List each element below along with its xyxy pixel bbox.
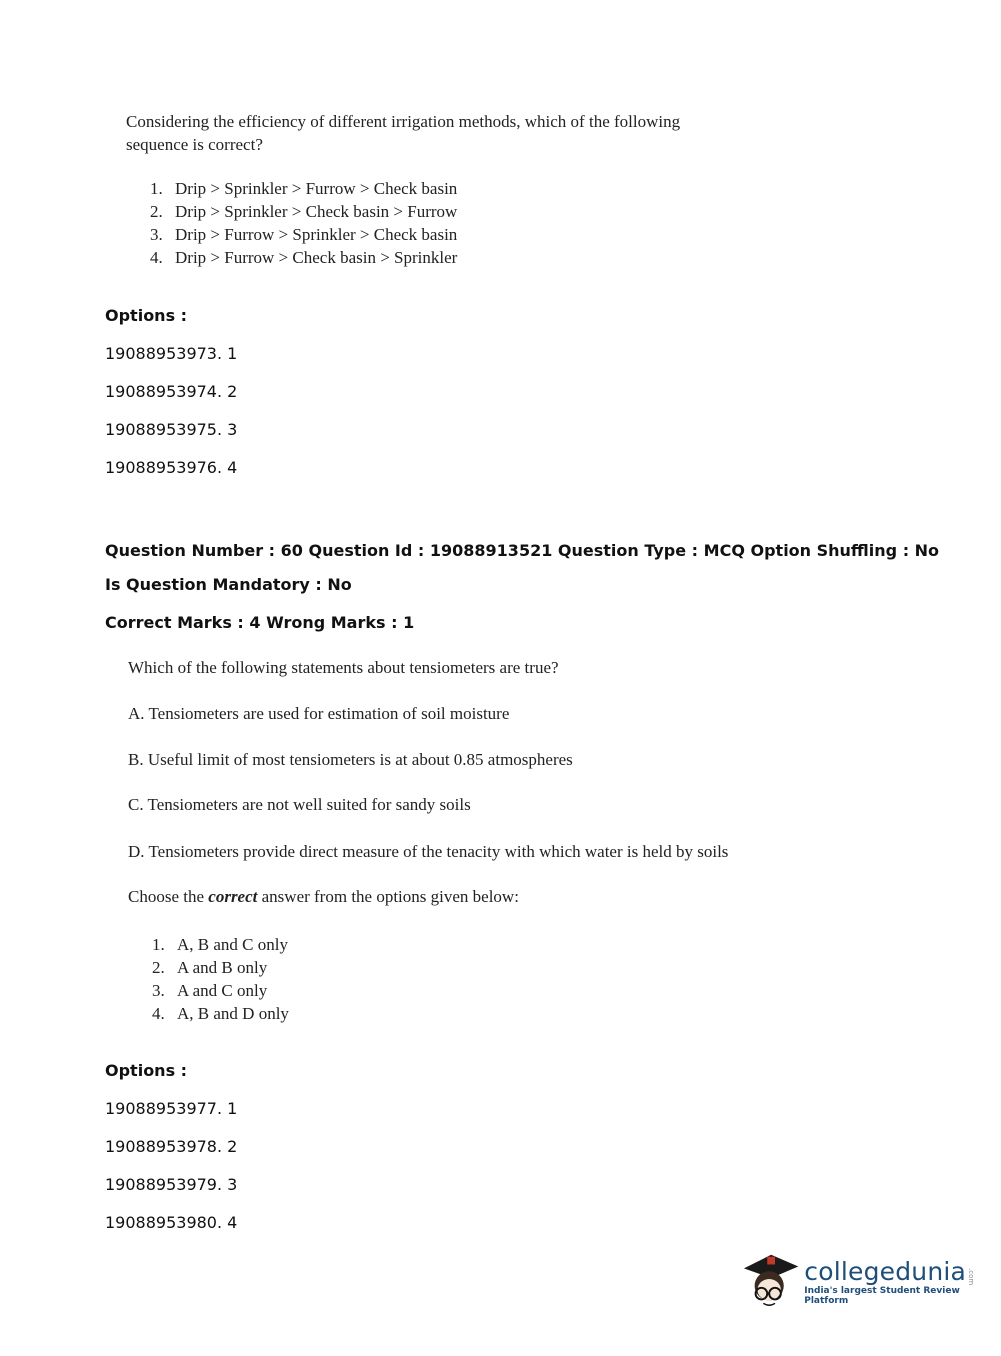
choice-item bbox=[150, 177, 457, 200]
statement-c: C. Tensiometers are not well suited for sandy soils bbox=[128, 795, 471, 814]
option-item: 19088953978. 2 bbox=[105, 1137, 238, 1156]
statement-b: B. Useful limit of most tensiometers is at about 0.85 atmospheres bbox=[128, 750, 573, 769]
choice-text: A, B and D only bbox=[177, 1004, 289, 1023]
choice-item bbox=[152, 979, 289, 1002]
choice-item bbox=[152, 1002, 289, 1025]
statement-d: D. Tensiometers provide direct measure of the tenacity with which water is held by soils bbox=[128, 842, 729, 861]
statement-a: A. Tensiometers are used for estimation of soil moisture bbox=[128, 704, 510, 723]
logo-dotcom: .com bbox=[967, 1268, 976, 1286]
option-item: 19088953979. 3 bbox=[105, 1175, 238, 1194]
choose-emphasis: correct bbox=[208, 887, 258, 906]
choice-item bbox=[150, 246, 457, 269]
question-60-stem: Which of the following statements about tensiometers are true? bbox=[128, 658, 559, 677]
collegedunia-logo bbox=[742, 1250, 1001, 1312]
choice-item bbox=[152, 956, 289, 979]
option-item: 19088953975. 3 bbox=[105, 420, 238, 439]
choice-text: A and B only bbox=[177, 958, 268, 977]
question-mandatory: Is Question Mandatory : No bbox=[105, 575, 352, 594]
logo-wordmark: collegedunia bbox=[804, 1256, 967, 1286]
question-meta-line: Question Number : 60 Question Id : 19088913521 Question Type : MCQ Option Shuffling : No bbox=[105, 541, 940, 560]
option-item: 19088953980. 4 bbox=[105, 1213, 238, 1232]
option-item: 19088953977. 1 bbox=[105, 1099, 238, 1118]
choice-number: 3. bbox=[152, 981, 165, 1000]
option-item: 19088953973. 1 bbox=[105, 344, 238, 363]
choice-number: 1. bbox=[152, 935, 165, 954]
choice-text: A and C only bbox=[177, 981, 268, 1000]
option-item: 19088953974. 2 bbox=[105, 382, 238, 401]
choose-prefix: Choose the bbox=[128, 887, 209, 906]
choice-item bbox=[150, 200, 457, 223]
question-60-choices bbox=[152, 933, 289, 1025]
question-59-stem: Considering the efficiency of different irrigation methods, which of the following sequence is correct? bbox=[126, 112, 681, 154]
choose-instruction bbox=[128, 887, 519, 907]
choice-number: 3. bbox=[150, 225, 163, 244]
choice-text: A, B and C only bbox=[177, 935, 288, 954]
choice-item bbox=[150, 223, 457, 246]
logo-tagline: India's largest Student Review Platform bbox=[804, 1285, 960, 1306]
question-59-choices bbox=[150, 177, 457, 269]
choice-text: Drip > Sprinkler > Check basin > Furrow bbox=[175, 202, 458, 221]
options-heading: Options : bbox=[105, 1061, 188, 1080]
choice-number: 2. bbox=[150, 202, 163, 221]
question-marks: Correct Marks : 4 Wrong Marks : 1 bbox=[105, 613, 415, 632]
choice-text: Drip > Furrow > Sprinkler > Check basin bbox=[175, 225, 458, 244]
option-item: 19088953976. 4 bbox=[105, 458, 238, 477]
choice-number: 1. bbox=[150, 179, 163, 198]
choice-number: 4. bbox=[150, 248, 163, 267]
choice-text: Drip > Sprinkler > Furrow > Check basin bbox=[175, 179, 458, 198]
options-heading: Options : bbox=[105, 306, 188, 325]
choice-number: 2. bbox=[152, 958, 165, 977]
choice-number: 4. bbox=[152, 1004, 165, 1023]
mascot-icon bbox=[742, 1250, 800, 1312]
choice-text: Drip > Furrow > Check basin > Sprinkler bbox=[175, 248, 458, 267]
choice-item bbox=[152, 933, 289, 956]
choose-suffix: answer from the options given below: bbox=[257, 887, 519, 906]
